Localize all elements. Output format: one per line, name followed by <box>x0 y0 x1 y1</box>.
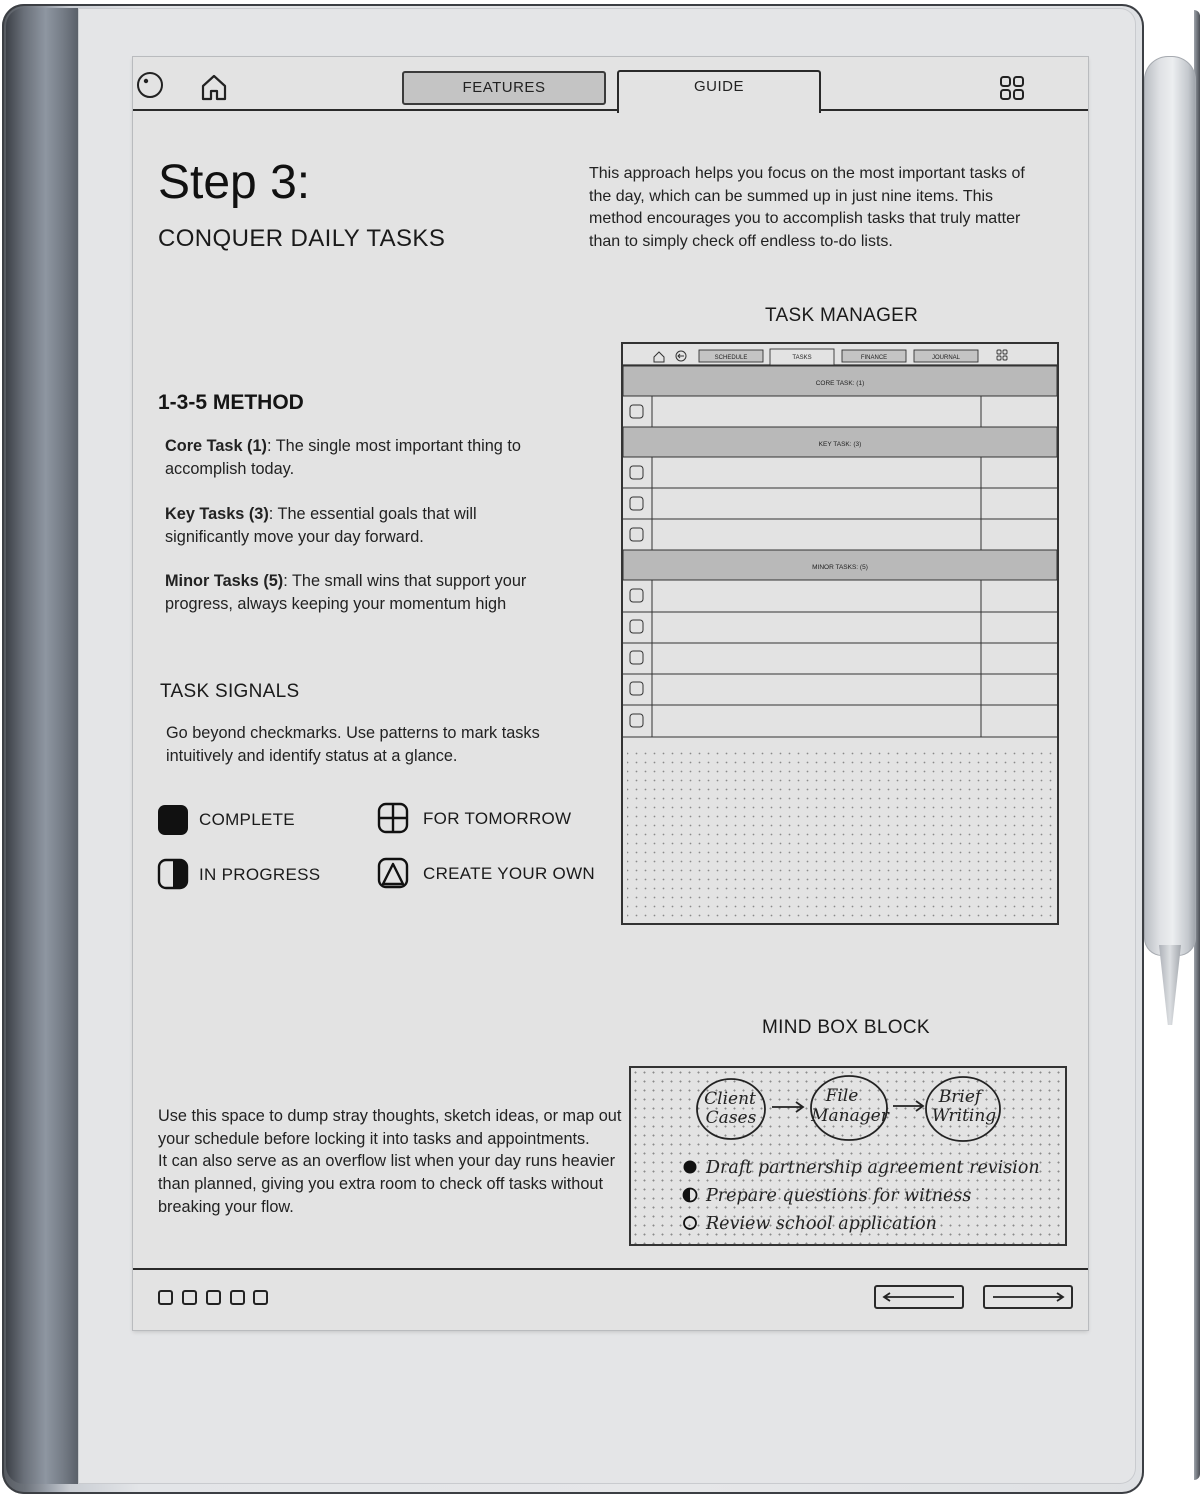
page-indicator-dot[interactable] <box>182 1290 197 1305</box>
method-heading: 1-3-5 METHOD <box>158 391 304 414</box>
tablet-spine <box>6 8 78 1484</box>
mind-box-text-1: Use this space to dump stray thoughts, sketch ideas, or map out your schedule before locking it into tasks and appointments. <box>158 1107 622 1148</box>
filled-square-icon <box>157 804 189 836</box>
mind-box-text-2: It can also serve as an overflow list when your day runs heavier than planned, giving you extra room to check off tasks without breaking your flow. <box>158 1152 616 1216</box>
bubble-label: Manager <box>811 1106 889 1126</box>
screen <box>133 57 1088 1330</box>
half-filled-square-icon <box>157 858 189 890</box>
page-indicator-dot[interactable] <box>253 1290 268 1305</box>
method-text: : The single most important thing to accomplish today. <box>165 437 521 478</box>
quartered-square-icon <box>377 802 409 834</box>
signal-progress-label: IN PROGRESS <box>199 865 321 884</box>
signal-complete-label: COMPLETE <box>199 810 295 829</box>
method-term: Minor Tasks (5) <box>165 572 284 590</box>
page-title: Step 3: <box>158 156 311 209</box>
method-term: Core Task (1) <box>165 437 267 455</box>
section-label-key: KEY TASK: (3) <box>818 441 862 448</box>
page-indicator-dot[interactable] <box>206 1290 221 1305</box>
page-indicator-dot[interactable] <box>158 1290 173 1305</box>
top-bar <box>133 57 1088 111</box>
filled-circle-icon <box>684 1161 697 1174</box>
task-manager-illustration <box>623 344 1057 923</box>
empty-circle-icon <box>684 1217 696 1229</box>
bubble-label: Brief <box>938 1087 982 1107</box>
bubble-label: File <box>825 1086 859 1106</box>
section-label-minor: MINOR TASKS: (5) <box>812 564 868 571</box>
signal-tomorrow-label: FOR TOMORROW <box>423 809 572 828</box>
mind-list-item: Draft partnership agreement revision <box>706 1158 1040 1178</box>
mini-tab-label: JOURNAL <box>931 355 961 361</box>
signals-text: Go beyond checkmarks. Use patterns to mark tasks intuitively and identify status at a glance. <box>166 724 540 765</box>
previous-page-button[interactable] <box>874 1285 964 1309</box>
circle-menu-icon[interactable] <box>136 71 164 99</box>
half-circle-icon <box>684 1189 697 1202</box>
intro-text: This approach helps you focus on the most important tasks of the day, which can be summed up in just nine items. This method encourages you to accomplish tasks that truly matter than to simply check off endless to-do lists. <box>589 165 1025 251</box>
mind-list-item: Prepare questions for witness <box>706 1186 972 1206</box>
task-manager-preview <box>621 342 1059 925</box>
signals-heading: TASK SIGNALS <box>160 681 300 702</box>
method-item-core <box>165 435 545 480</box>
grid-icon[interactable] <box>999 75 1025 101</box>
section-label-core: CORE TASK: (1) <box>815 380 865 387</box>
mini-tab-label: FINANCE <box>860 355 888 361</box>
signal-custom-label: CREATE YOUR OWN <box>423 864 595 883</box>
mini-tab-label: SCHEDULE <box>714 355 748 361</box>
triangle-square-icon <box>377 857 409 889</box>
next-page-button[interactable] <box>983 1285 1073 1309</box>
mind-list-item: Review school application <box>706 1214 937 1234</box>
bubble-label: Cases <box>705 1108 757 1128</box>
method-item-key <box>165 503 545 548</box>
mini-tab-tasks <box>770 349 834 365</box>
mini-tab-finance <box>842 350 906 362</box>
arrow-left-icon <box>876 1287 962 1307</box>
task-manager-title: TASK MANAGER <box>765 305 919 326</box>
mini-tab-label: TASKS <box>792 355 812 361</box>
method-item-minor <box>165 570 540 615</box>
mini-tab-schedule <box>699 350 763 362</box>
stylus-pen <box>1144 56 1196 956</box>
mind-box-sketch <box>631 1068 1065 1244</box>
method-term: Key Tasks (3) <box>165 505 269 523</box>
stylus-tip <box>1159 945 1181 1025</box>
tab-features[interactable]: FEATURES <box>402 71 606 105</box>
page-subtitle: CONQUER DAILY TASKS <box>158 225 446 252</box>
mind-box-description <box>158 1105 623 1219</box>
method-text: : The small wins that support your progress, always keeping your momentum high <box>165 572 527 613</box>
mini-tab-journal <box>914 350 978 362</box>
bubble-label: Writing <box>931 1106 997 1126</box>
tab-guide[interactable]: GUIDE <box>617 70 821 113</box>
page-indicator-dot[interactable] <box>230 1290 245 1305</box>
bottom-bar <box>133 1268 1088 1332</box>
mind-box-title: MIND BOX BLOCK <box>762 1017 930 1038</box>
home-icon[interactable] <box>200 73 228 101</box>
mind-box-preview <box>629 1066 1067 1246</box>
method-text: : The essential goals that will significantly move your day forward. <box>165 505 477 546</box>
bubble-label: Client <box>704 1089 756 1109</box>
arrow-right-icon <box>985 1287 1071 1307</box>
